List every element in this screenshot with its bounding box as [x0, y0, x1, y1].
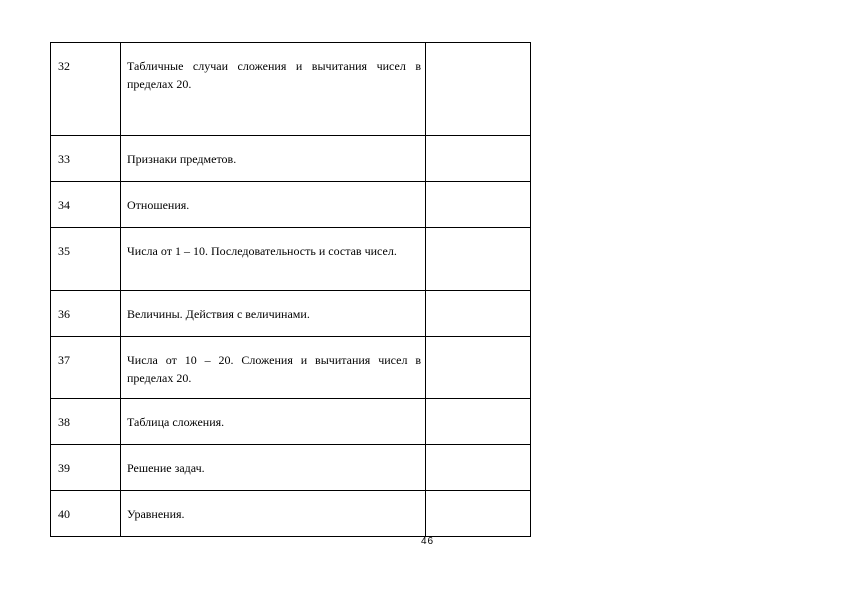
table-row: [51, 445, 531, 491]
row-topic: Числа от 10 – 20. Сложения и вычитания чисел в пределах 20.: [121, 337, 426, 399]
row-number: 32: [51, 43, 121, 136]
row-extra-cell: [426, 182, 531, 228]
row-topic: Признаки предметов.: [121, 136, 426, 182]
row-number: 37: [51, 337, 121, 399]
row-topic: Таблица сложения.: [121, 399, 426, 445]
table-row: [51, 491, 531, 537]
row-number: 39: [51, 445, 121, 491]
row-extra-cell: [426, 136, 531, 182]
row-extra-cell: [426, 445, 531, 491]
row-number: 34: [51, 182, 121, 228]
table-row: [51, 291, 531, 337]
row-topic: Числа от 1 – 10. Последовательность и состав чисел.: [121, 228, 426, 291]
table-row: [51, 399, 531, 445]
row-number: 35: [51, 228, 121, 291]
row-extra-cell: [426, 228, 531, 291]
row-topic: Отношения.: [121, 182, 426, 228]
row-topic: Уравнения.: [121, 491, 426, 537]
row-extra-cell: [426, 399, 531, 445]
row-extra-cell: [426, 491, 531, 537]
row-extra-cell: [426, 43, 531, 136]
table-row: [51, 228, 531, 291]
table-row: [51, 337, 531, 399]
table-row: [51, 182, 531, 228]
row-number: 36: [51, 291, 121, 337]
page-number: 46: [421, 536, 435, 547]
row-extra-cell: [426, 337, 531, 399]
row-number: 40: [51, 491, 121, 537]
row-topic: Величины. Действия с величинами.: [121, 291, 426, 337]
table-row: [51, 43, 531, 136]
lesson-plan-table: [50, 42, 531, 537]
row-number: 33: [51, 136, 121, 182]
row-topic: Решение задач.: [121, 445, 426, 491]
row-extra-cell: [426, 291, 531, 337]
row-number: 38: [51, 399, 121, 445]
table-row: [51, 136, 531, 182]
row-topic: Табличные случаи сложения и вычитания чисел в пределах 20.: [121, 43, 426, 136]
